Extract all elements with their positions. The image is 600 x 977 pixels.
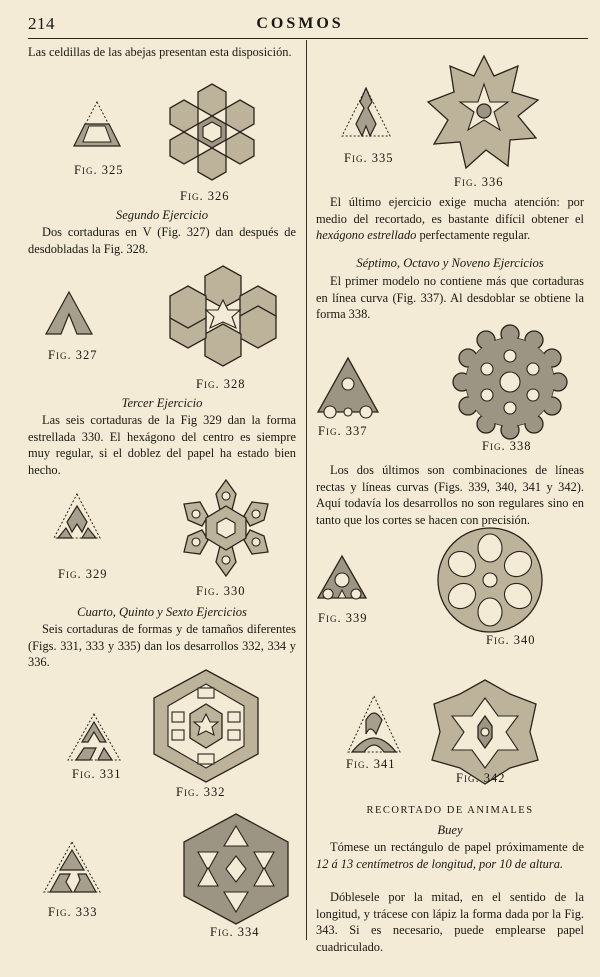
fig-342-caption: Fig. 342	[456, 771, 506, 785]
fig-329-illustration	[52, 492, 102, 542]
paragraph-ultimo-a: El último ejercicio exige mucha atención: por medio del recortado, es bastante difícil obtener el	[316, 195, 584, 226]
section-heading: RECORTADO DE ANIMALES	[366, 805, 534, 816]
fig-335-caption: Fig. 335	[344, 151, 394, 165]
fig-338-illustration	[454, 326, 566, 438]
fig-331-caption: Fig. 331	[72, 767, 122, 781]
fig-336-caption: Fig. 336	[454, 175, 504, 189]
fig-326-caption: Fig. 326	[180, 189, 230, 203]
fig-332-caption: Fig. 332	[176, 785, 226, 799]
fig-337-illustration	[316, 356, 380, 416]
fig-326-illustration	[160, 80, 264, 184]
paragraph-ultimo-em: hexágono estrellado	[316, 228, 417, 243]
heading-buey: Buey	[437, 823, 463, 837]
fig-328-caption: Fig. 328	[196, 377, 246, 391]
fig-341-caption: Fig. 341	[346, 757, 396, 771]
fig-327-illustration	[44, 290, 94, 338]
heading-septimo: Séptimo, Octavo y Noveno Ejercicios	[356, 256, 544, 270]
paragraph-buey-1	[316, 839, 584, 872]
fig-328-illustration	[168, 264, 278, 368]
heading-cuarto: Cuarto, Quinto y Sexto Ejercicios	[77, 605, 247, 619]
paragraph-ultimo	[316, 194, 584, 244]
fig-325-illustration	[72, 100, 122, 150]
fig-340-illustration	[434, 524, 546, 636]
paragraph-segundo: Dos cortaduras en V (Fig. 327) dan después de desdobladas la Fig. 328.	[28, 225, 296, 256]
fig-329-caption: Fig. 329	[58, 567, 108, 581]
paragraph-buey-1-a: Tómese un rectángulo de papel próximamente de	[330, 840, 584, 854]
fig-338-caption: Fig. 338	[482, 439, 532, 453]
heading-tercer: Tercer Ejercicio	[121, 396, 203, 410]
heading-segundo: Segundo Ejercicio	[115, 208, 209, 222]
fig-330-illustration	[174, 476, 278, 580]
intro-paragraph: Las celdillas de las abejas presentan esta disposición.	[28, 45, 292, 59]
paragraph-buey-2: Dóblesele por la mitad, en el sentido de la longitud, y trácese con lápiz la forma dada por la Fig. 343. Si es necesario, puede emplearse papel cuadriculado.	[316, 890, 584, 954]
paragraph-cuarto: Seis cortaduras de formas y de tamaños diferentes (Figs. 331, 333 y 335) dan los desarrollos 332, 334 y 336.	[28, 622, 296, 670]
header-rule	[28, 38, 588, 39]
fig-332-illustration	[144, 666, 268, 786]
fig-334-illustration	[178, 812, 294, 926]
column-divider	[306, 40, 307, 940]
fig-333-illustration	[42, 840, 102, 896]
page-number: 214	[28, 14, 55, 33]
paragraph-tercer: Las seis cortaduras de la Fig 329 dan la forma estrellada 330. El hexágono del centro es siempre muy regular, si el doblez del papel ha estado bien hecho.	[28, 413, 296, 477]
fig-331-illustration	[66, 712, 122, 764]
fig-334-caption: Fig. 334	[210, 925, 260, 939]
fig-333-caption: Fig. 333	[48, 905, 98, 919]
paragraph-septimo: El primer modelo no contiene más que cortaduras en línea curva (Fig. 337). Al desdoblar se obtiene la forma 338.	[316, 274, 584, 322]
paragraph-ultimos: Los dos últimos son combinaciones de líneas rectas y líneas curvas (Figs. 339, 340, 341 y 342). Aquí todavía los desarrollos no son regulares sino en tanto que los cortes se hacen con precisión.	[316, 463, 584, 527]
fig-325-caption: Fig. 325	[74, 163, 124, 177]
fig-327-caption: Fig. 327	[48, 348, 98, 362]
fig-337-caption: Fig. 337	[318, 424, 368, 438]
fig-336-illustration	[426, 54, 542, 170]
fig-341-illustration	[346, 694, 402, 756]
fig-339-illustration	[316, 554, 368, 602]
fig-339-caption: Fig. 339	[318, 611, 368, 625]
paragraph-ultimo-b: perfectamente regular.	[416, 228, 531, 243]
paragraph-buey-1-em: 12 á 13 centímetros de longitud, por 10 de altura.	[316, 856, 563, 871]
fig-330-caption: Fig. 330	[196, 584, 246, 598]
fig-340-caption: Fig. 340	[486, 633, 536, 647]
fig-335-illustration	[340, 84, 392, 140]
running-title: COSMOS	[256, 15, 344, 32]
